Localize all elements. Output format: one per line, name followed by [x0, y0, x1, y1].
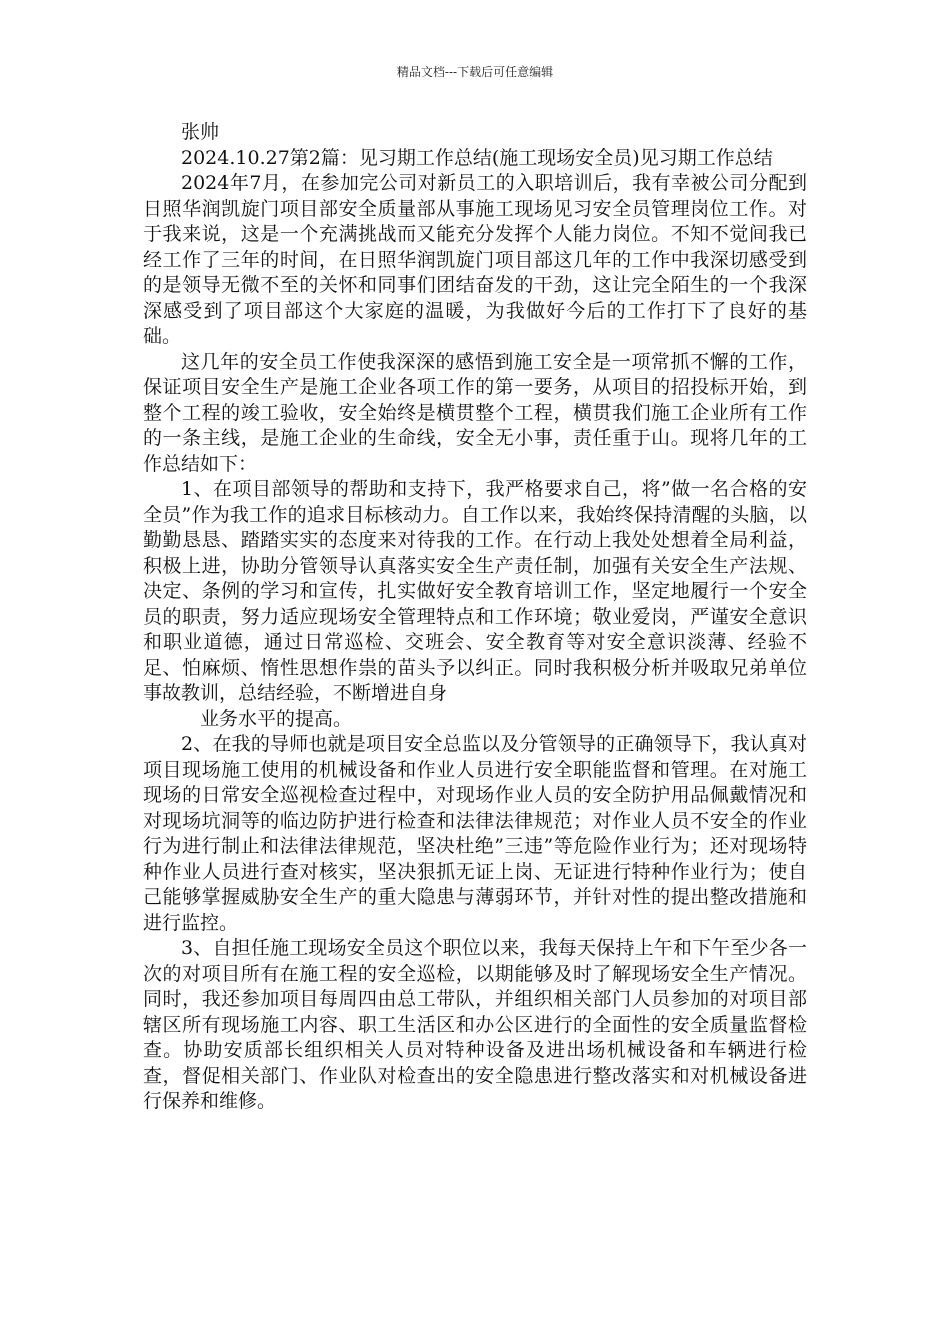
date-title-line: 2024.10.27第2篇：见习期工作总结(施工现场安全员)见习期工作总结 [181, 146, 773, 169]
paragraph-item-1-continued: 业务水平的提高。 [200, 707, 353, 730]
paragraph-item-1: 1、在项目部领导的帮助和支持下，我严格要求自己，将”做一名合格的安全员”作为我工作的追求目标核动力。自工作以来，我始终保持清醒的头脑，以勤勤恳恳、踏踏实实的态度来对待我的工作。在行动上我处处想着全局利益，积极上进，协助分管领导认真落实安全生产责任制，加强有关安全生产法规、决定、条例的学习和宣传，扎实做好安全教育培训工作，坚定地履行一个安全员的职责，努力适应现场安全管理特点和工作环境；敬业爱岗，严谨安全意识和职业道德，通过日常巡检、交班会、安全教育等对安全意识淡薄、经验不足、怕麻烦、惰性思想作祟的苗头予以纠正。同时我积极分析并吸取兄弟单位事故教训，总结经验，不断增进自身 [143, 478, 807, 704]
paragraph-item-3: 3、自担任施工现场安全员这个职位以来，我每天保持上午和下午至少各一次的对项目所有在施工程的安全巡检，以期能够及时了解现场安全生产情况。同时，我还参加项目每周四由总工带队，并组织相关部门人员参加的对项目部辖区所有现场施工内容、职工生活区和办公区进行的全面性的安全质量监督检查。协助安质部长组织相关人员对特种设备及进出场机械设备和车辆进行检查，督促相关部门、作业队对检查出的安全隐患进行整改落实和对机械设备进行保养和维修。 [143, 937, 807, 1112]
paragraph-item-2: 2、在我的导师也就是项目安全总监以及分管领导的正确领导下，我认真对项目现场施工使用的机械设备和作业人员进行安全职能监督和管理。在对施工现场的日常安全巡视检查过程中，对现场作业人员的安全防护用品佩戴情况和对现场坑洞等的临边防护进行检查和法律法律规范；对作业人员不安全的作业行为进行制止和法律法律规范，坚决杜绝”三违”等危险作业行为；还对现场特种作业人员进行查对核实，坚决狠抓无证上岗、无证进行特种作业行为；使自己能够掌握威胁安全生产的重大隐患与薄弱环节，并针对性的提出整改措施和进行监控。 [143, 733, 807, 934]
paragraph-reflection: 这几年的安全员工作使我深深的感悟到施工安全是一项常抓不懈的工作，保证项目安全生产是施工企业各项工作的第一要务，从项目的招投标开始，到整个工程的竣工验收，安全始终是横贯整个工程，横贯我们施工企业所有工作的一条主线，是施工企业的生命线，安全无小事，责任重于山。现将几年的工作总结如下： [143, 350, 807, 475]
author-line: 张帅 [181, 121, 220, 143]
paragraph-intro: 2024年7月，在参加完公司对新员工的入职培训后，我有幸被公司分配到日照华润凯旋门项目部安全质量部从事施工现场见习安全员管理岗位工作。对于我来说，这是一个充满挑战而又能充分发挥个人能力岗位。不知不觉间我已经工作了三年的时间，在日照华润凯旋门项目部这几年的工作中我深切感受到的是领导无微不至的关怀和同事们团结奋发的干劲，这让完全陌生的一个我深深感受到了项目部这个大家庭的温暖，为我做好今后的工作打下了良好的基础。 [143, 172, 807, 347]
page-header: 精品文档---下载后可任意编辑 [396, 65, 554, 79]
document-body [143, 120, 807, 1115]
